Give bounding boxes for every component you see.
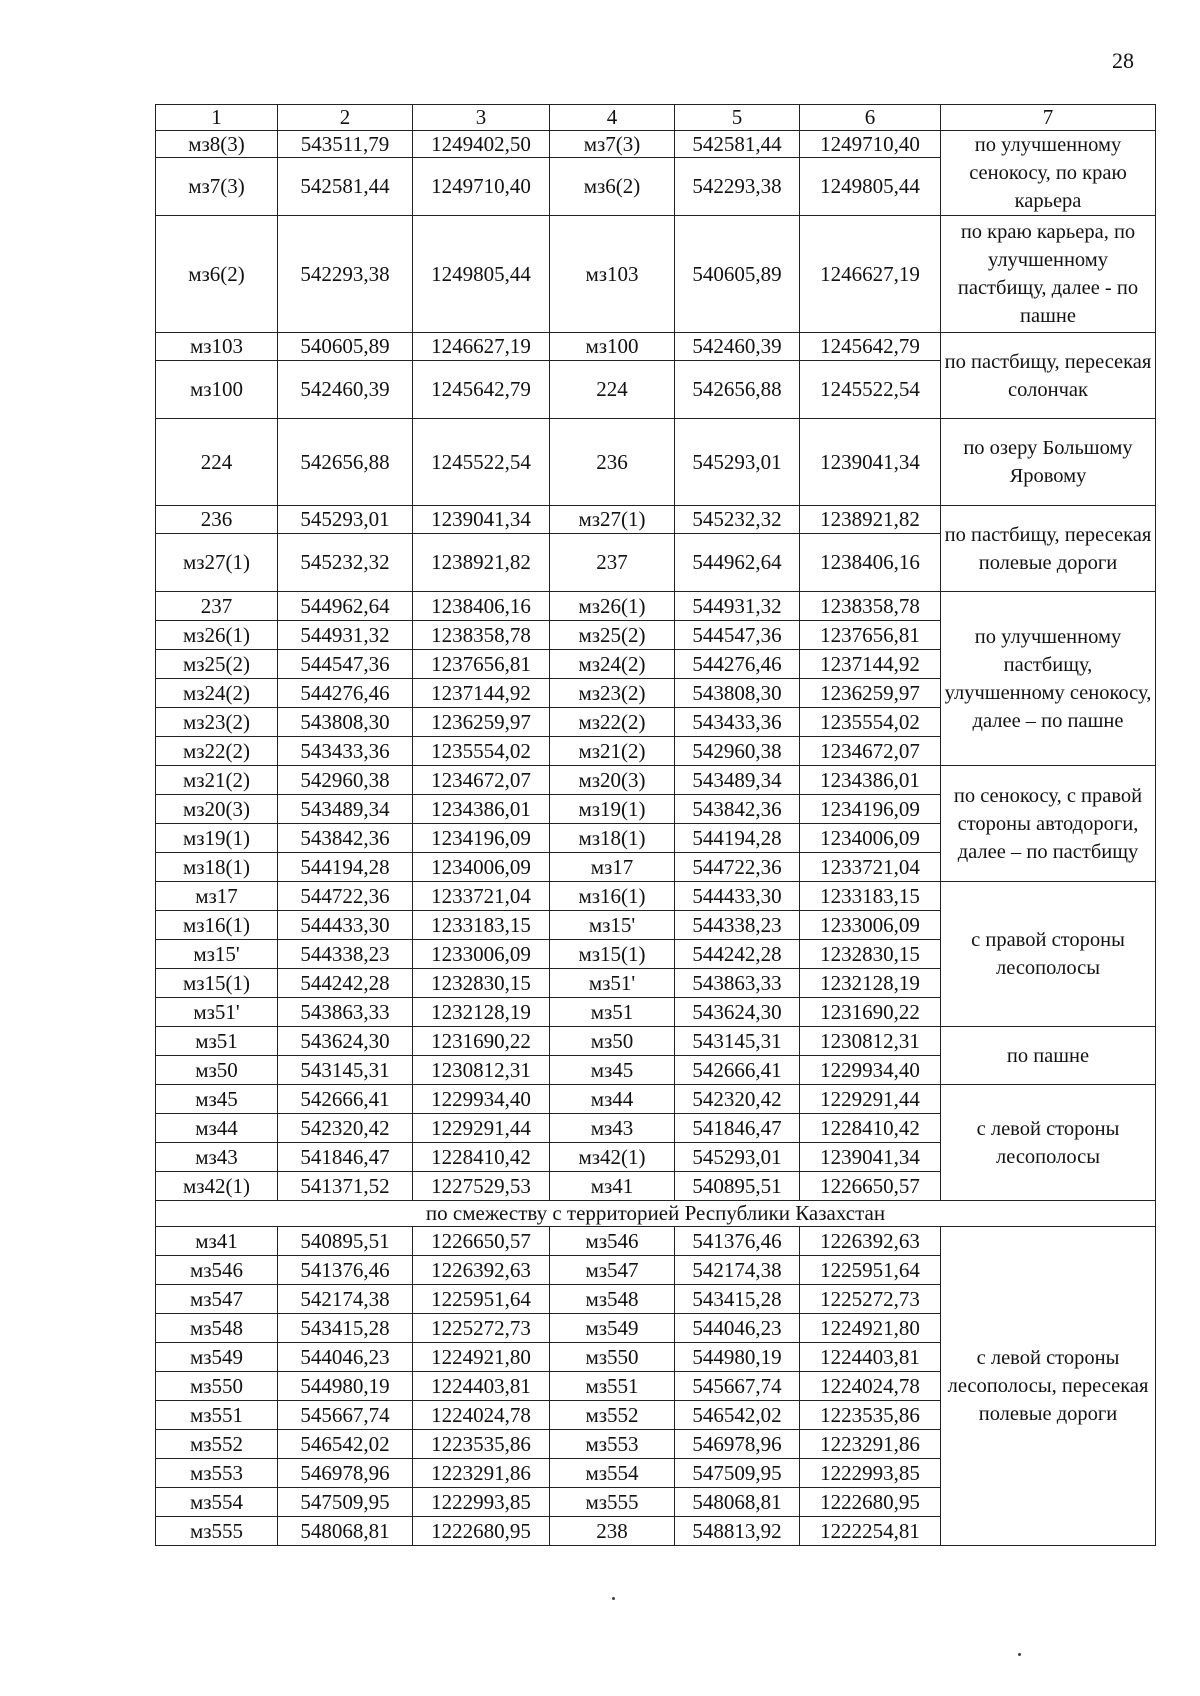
end-x-cell: 544962,64 xyxy=(675,534,800,592)
start-point-cell: мз22(2) xyxy=(156,737,278,766)
start-y-cell: 1226392,63 xyxy=(413,1256,550,1285)
end-x-cell: 543624,30 xyxy=(675,998,800,1027)
end-point-cell: мз7(3) xyxy=(550,131,675,158)
start-y-cell: 1234006,09 xyxy=(413,853,550,882)
start-y-cell: 1234672,07 xyxy=(413,766,550,795)
end-x-cell: 545293,01 xyxy=(675,1143,800,1172)
start-y-cell: 1236259,97 xyxy=(413,708,550,737)
end-point-cell: 237 xyxy=(550,534,675,592)
column-header-5: 5 xyxy=(675,105,800,131)
end-x-cell: 544194,28 xyxy=(675,824,800,853)
start-x-cell: 542174,38 xyxy=(278,1285,413,1314)
end-y-cell: 1226392,63 xyxy=(800,1227,941,1256)
end-y-cell: 1233006,09 xyxy=(800,911,941,940)
start-point-cell: мз553 xyxy=(156,1459,278,1488)
end-x-cell: 544046,23 xyxy=(675,1314,800,1343)
start-point-cell: мз51' xyxy=(156,998,278,1027)
start-point-cell: мз16(1) xyxy=(156,911,278,940)
start-y-cell: 1249710,40 xyxy=(413,158,550,216)
end-y-cell: 1231690,22 xyxy=(800,998,941,1027)
end-x-cell: 548068,81 xyxy=(675,1488,800,1517)
end-x-cell: 541376,46 xyxy=(675,1227,800,1256)
end-point-cell: 238 xyxy=(550,1517,675,1546)
end-x-cell: 543808,30 xyxy=(675,679,800,708)
end-y-cell: 1235554,02 xyxy=(800,708,941,737)
start-y-cell: 1223535,86 xyxy=(413,1430,550,1459)
start-x-cell: 540605,89 xyxy=(278,333,413,361)
end-x-cell: 546978,96 xyxy=(675,1430,800,1459)
table-row xyxy=(156,592,1156,621)
start-x-cell: 541846,47 xyxy=(278,1143,413,1172)
start-point-cell: мз20(3) xyxy=(156,795,278,824)
column-header-7: 7 xyxy=(941,105,1156,131)
start-x-cell: 540895,51 xyxy=(278,1227,413,1256)
section-note-row xyxy=(156,1201,1156,1227)
start-point-cell: мз548 xyxy=(156,1314,278,1343)
start-y-cell: 1222680,95 xyxy=(413,1517,550,1546)
start-y-cell: 1234386,01 xyxy=(413,795,550,824)
start-x-cell: 543145,31 xyxy=(278,1056,413,1085)
table-body xyxy=(156,131,1156,1546)
start-x-cell: 541376,46 xyxy=(278,1256,413,1285)
start-point-cell: мз23(2) xyxy=(156,708,278,737)
boundary-coordinates-table xyxy=(155,104,1156,1546)
column-header-4: 4 xyxy=(550,105,675,131)
start-y-cell: 1224024,78 xyxy=(413,1401,550,1430)
start-point-cell: мз100 xyxy=(156,361,278,419)
end-y-cell: 1238406,16 xyxy=(800,534,941,592)
table-row xyxy=(156,1027,1156,1056)
end-y-cell: 1245522,54 xyxy=(800,361,941,419)
end-point-cell: 236 xyxy=(550,419,675,506)
end-y-cell: 1224024,78 xyxy=(800,1372,941,1401)
start-x-cell: 545232,32 xyxy=(278,534,413,592)
end-x-cell: 545232,32 xyxy=(675,506,800,534)
end-x-cell: 543145,31 xyxy=(675,1027,800,1056)
start-point-cell: мз15' xyxy=(156,940,278,969)
start-x-cell: 544338,23 xyxy=(278,940,413,969)
start-point-cell: мз41 xyxy=(156,1227,278,1256)
start-x-cell: 544931,32 xyxy=(278,621,413,650)
boundary-description-cell: по сенокосу, с правой стороны автодороги, далее – по пастбищу xyxy=(941,766,1156,882)
end-y-cell: 1233183,15 xyxy=(800,882,941,911)
start-x-cell: 547509,95 xyxy=(278,1488,413,1517)
boundary-description-cell: с правой стороны лесополосы xyxy=(941,882,1156,1027)
start-x-cell: 545667,74 xyxy=(278,1401,413,1430)
boundary-description-cell: с левой стороны лесополосы xyxy=(941,1085,1156,1201)
start-point-cell: мз8(3) xyxy=(156,131,278,158)
end-y-cell: 1226650,57 xyxy=(800,1172,941,1201)
boundary-description-cell: по улучшенному сенокосу, по краю карьера xyxy=(941,131,1156,216)
start-point-cell: мз27(1) xyxy=(156,534,278,592)
boundary-description-cell: по улучшенному пастбищу, улучшенному сенокосу, далее – по пашне xyxy=(941,592,1156,766)
end-point-cell: мз27(1) xyxy=(550,506,675,534)
start-point-cell: мз7(3) xyxy=(156,158,278,216)
end-point-cell: мз552 xyxy=(550,1401,675,1430)
start-x-cell: 543624,30 xyxy=(278,1027,413,1056)
end-y-cell: 1246627,19 xyxy=(800,216,941,333)
start-x-cell: 541371,52 xyxy=(278,1172,413,1201)
end-x-cell: 544276,46 xyxy=(675,650,800,679)
end-y-cell: 1224403,81 xyxy=(800,1343,941,1372)
start-x-cell: 542666,41 xyxy=(278,1085,413,1114)
start-y-cell: 1231690,22 xyxy=(413,1027,550,1056)
end-point-cell: мз17 xyxy=(550,853,675,882)
scan-speck xyxy=(612,1597,615,1600)
start-x-cell: 542960,38 xyxy=(278,766,413,795)
end-y-cell: 1234672,07 xyxy=(800,737,941,766)
end-x-cell: 543489,34 xyxy=(675,766,800,795)
end-x-cell: 548813,92 xyxy=(675,1517,800,1546)
end-x-cell: 544722,36 xyxy=(675,853,800,882)
end-x-cell: 547509,95 xyxy=(675,1459,800,1488)
table-row xyxy=(156,1085,1156,1114)
end-x-cell: 544980,19 xyxy=(675,1343,800,1372)
start-y-cell: 1224403,81 xyxy=(413,1372,550,1401)
end-y-cell: 1222254,81 xyxy=(800,1517,941,1546)
start-y-cell: 1226650,57 xyxy=(413,1227,550,1256)
end-y-cell: 1238358,78 xyxy=(800,592,941,621)
start-point-cell: мз17 xyxy=(156,882,278,911)
end-y-cell: 1233721,04 xyxy=(800,853,941,882)
end-y-cell: 1228410,42 xyxy=(800,1114,941,1143)
start-x-cell: 545293,01 xyxy=(278,506,413,534)
start-x-cell: 543433,36 xyxy=(278,737,413,766)
start-x-cell: 544433,30 xyxy=(278,911,413,940)
end-point-cell: мз44 xyxy=(550,1085,675,1114)
start-y-cell: 1229934,40 xyxy=(413,1085,550,1114)
column-header-2: 2 xyxy=(278,105,413,131)
end-x-cell: 542293,38 xyxy=(675,158,800,216)
end-point-cell: мз6(2) xyxy=(550,158,675,216)
start-y-cell: 1230812,31 xyxy=(413,1056,550,1085)
start-point-cell: мз26(1) xyxy=(156,621,278,650)
start-y-cell: 1227529,53 xyxy=(413,1172,550,1201)
start-point-cell: мз547 xyxy=(156,1285,278,1314)
start-x-cell: 544722,36 xyxy=(278,882,413,911)
end-y-cell: 1225272,73 xyxy=(800,1285,941,1314)
column-header-1: 1 xyxy=(156,105,278,131)
boundary-description-cell: с левой стороны лесополосы, пересекая полевые дороги xyxy=(941,1227,1156,1546)
start-x-cell: 542293,38 xyxy=(278,216,413,333)
end-point-cell: мз51' xyxy=(550,969,675,998)
end-x-cell: 544547,36 xyxy=(675,621,800,650)
start-x-cell: 546978,96 xyxy=(278,1459,413,1488)
table-row xyxy=(156,333,1156,361)
start-y-cell: 1249805,44 xyxy=(413,216,550,333)
table-row xyxy=(156,419,1156,506)
end-point-cell: мз553 xyxy=(550,1430,675,1459)
start-x-cell: 544547,36 xyxy=(278,650,413,679)
start-x-cell: 542460,39 xyxy=(278,361,413,419)
start-x-cell: 542320,42 xyxy=(278,1114,413,1143)
start-point-cell: мз19(1) xyxy=(156,824,278,853)
start-y-cell: 1233721,04 xyxy=(413,882,550,911)
end-point-cell: мз551 xyxy=(550,1372,675,1401)
start-y-cell: 1224921,80 xyxy=(413,1343,550,1372)
start-x-cell: 543842,36 xyxy=(278,824,413,853)
end-point-cell: мз100 xyxy=(550,333,675,361)
end-y-cell: 1223291,86 xyxy=(800,1430,941,1459)
end-y-cell: 1238921,82 xyxy=(800,506,941,534)
column-number-header-row xyxy=(156,105,1156,131)
end-point-cell: 224 xyxy=(550,361,675,419)
start-y-cell: 1245642,79 xyxy=(413,361,550,419)
end-x-cell: 541846,47 xyxy=(675,1114,800,1143)
end-y-cell: 1239041,34 xyxy=(800,419,941,506)
end-point-cell: мз548 xyxy=(550,1285,675,1314)
table-row xyxy=(156,506,1156,534)
start-x-cell: 542581,44 xyxy=(278,158,413,216)
end-point-cell: мз24(2) xyxy=(550,650,675,679)
start-y-cell: 1246627,19 xyxy=(413,333,550,361)
start-y-cell: 1238921,82 xyxy=(413,534,550,592)
end-point-cell: мз20(3) xyxy=(550,766,675,795)
start-x-cell: 544242,28 xyxy=(278,969,413,998)
table-row xyxy=(156,766,1156,795)
start-point-cell: мз51 xyxy=(156,1027,278,1056)
end-y-cell: 1229291,44 xyxy=(800,1085,941,1114)
start-y-cell: 1229291,44 xyxy=(413,1114,550,1143)
start-point-cell: мз555 xyxy=(156,1517,278,1546)
start-point-cell: 237 xyxy=(156,592,278,621)
end-x-cell: 542666,41 xyxy=(675,1056,800,1085)
start-x-cell: 543808,30 xyxy=(278,708,413,737)
end-y-cell: 1249805,44 xyxy=(800,158,941,216)
end-point-cell: мз51 xyxy=(550,998,675,1027)
start-y-cell: 1223291,86 xyxy=(413,1459,550,1488)
end-y-cell: 1225951,64 xyxy=(800,1256,941,1285)
start-point-cell: мз552 xyxy=(156,1430,278,1459)
end-point-cell: мз21(2) xyxy=(550,737,675,766)
end-x-cell: 546542,02 xyxy=(675,1401,800,1430)
start-y-cell: 1238358,78 xyxy=(413,621,550,650)
end-x-cell: 542174,38 xyxy=(675,1256,800,1285)
end-point-cell: мз18(1) xyxy=(550,824,675,853)
start-point-cell: мз18(1) xyxy=(156,853,278,882)
end-y-cell: 1234386,01 xyxy=(800,766,941,795)
boundary-description-cell: по пастбищу, пересекая полевые дороги xyxy=(941,506,1156,592)
start-point-cell: мз551 xyxy=(156,1401,278,1430)
end-x-cell: 540895,51 xyxy=(675,1172,800,1201)
end-point-cell: мз15' xyxy=(550,911,675,940)
start-point-cell: мз44 xyxy=(156,1114,278,1143)
end-point-cell: мз42(1) xyxy=(550,1143,675,1172)
boundary-description-cell: по пашне xyxy=(941,1027,1156,1085)
end-point-cell: мз50 xyxy=(550,1027,675,1056)
end-point-cell: мз15(1) xyxy=(550,940,675,969)
start-x-cell: 543415,28 xyxy=(278,1314,413,1343)
start-y-cell: 1245522,54 xyxy=(413,419,550,506)
end-x-cell: 540605,89 xyxy=(675,216,800,333)
table-row xyxy=(156,1227,1156,1256)
start-y-cell: 1225951,64 xyxy=(413,1285,550,1314)
page-number: 28 xyxy=(1112,48,1134,73)
start-x-cell: 544962,64 xyxy=(278,592,413,621)
start-point-cell: мз24(2) xyxy=(156,679,278,708)
table-row xyxy=(156,216,1156,333)
start-point-cell: 236 xyxy=(156,506,278,534)
end-y-cell: 1222993,85 xyxy=(800,1459,941,1488)
end-point-cell: мз23(2) xyxy=(550,679,675,708)
start-point-cell: мз549 xyxy=(156,1343,278,1372)
end-x-cell: 542581,44 xyxy=(675,131,800,158)
end-y-cell: 1234006,09 xyxy=(800,824,941,853)
start-y-cell: 1234196,09 xyxy=(413,824,550,853)
end-y-cell: 1223535,86 xyxy=(800,1401,941,1430)
end-y-cell: 1229934,40 xyxy=(800,1056,941,1085)
column-header-3: 3 xyxy=(413,105,550,131)
start-x-cell: 542656,88 xyxy=(278,419,413,506)
table-row xyxy=(156,882,1156,911)
end-x-cell: 544242,28 xyxy=(675,940,800,969)
start-point-cell: 224 xyxy=(156,419,278,506)
end-y-cell: 1245642,79 xyxy=(800,333,941,361)
column-header-6: 6 xyxy=(800,105,941,131)
start-y-cell: 1235554,02 xyxy=(413,737,550,766)
end-point-cell: мз555 xyxy=(550,1488,675,1517)
end-y-cell: 1224921,80 xyxy=(800,1314,941,1343)
boundary-description-cell: по краю карьера, по улучшенному пастбищу, далее - по пашне xyxy=(941,216,1156,333)
start-y-cell: 1237144,92 xyxy=(413,679,550,708)
end-x-cell: 544931,32 xyxy=(675,592,800,621)
end-x-cell: 545667,74 xyxy=(675,1372,800,1401)
start-y-cell: 1232128,19 xyxy=(413,998,550,1027)
end-y-cell: 1232830,15 xyxy=(800,940,941,969)
start-y-cell: 1233183,15 xyxy=(413,911,550,940)
table-row xyxy=(156,131,1156,158)
end-x-cell: 545293,01 xyxy=(675,419,800,506)
end-point-cell: мз43 xyxy=(550,1114,675,1143)
end-y-cell: 1236259,97 xyxy=(800,679,941,708)
end-x-cell: 543842,36 xyxy=(675,795,800,824)
start-point-cell: мз45 xyxy=(156,1085,278,1114)
start-point-cell: мз103 xyxy=(156,333,278,361)
boundary-description-cell: по пастбищу, пересекая солончак xyxy=(941,333,1156,419)
start-point-cell: мз50 xyxy=(156,1056,278,1085)
end-x-cell: 543433,36 xyxy=(675,708,800,737)
end-x-cell: 543863,33 xyxy=(675,969,800,998)
start-y-cell: 1238406,16 xyxy=(413,592,550,621)
end-y-cell: 1232128,19 xyxy=(800,969,941,998)
boundary-description-cell: по озеру Большому Яровому xyxy=(941,419,1156,506)
start-y-cell: 1228410,42 xyxy=(413,1143,550,1172)
end-point-cell: мз546 xyxy=(550,1227,675,1256)
start-y-cell: 1233006,09 xyxy=(413,940,550,969)
end-point-cell: мз549 xyxy=(550,1314,675,1343)
end-y-cell: 1237144,92 xyxy=(800,650,941,679)
end-x-cell: 542320,42 xyxy=(675,1085,800,1114)
end-x-cell: 542960,38 xyxy=(675,737,800,766)
end-point-cell: мз22(2) xyxy=(550,708,675,737)
end-y-cell: 1249710,40 xyxy=(800,131,941,158)
end-x-cell: 542460,39 xyxy=(675,333,800,361)
section-note: по смежеству с территорией Республики Казахстан xyxy=(156,1201,1156,1227)
scan-speck xyxy=(1018,1653,1021,1656)
start-y-cell: 1239041,34 xyxy=(413,506,550,534)
start-x-cell: 546542,02 xyxy=(278,1430,413,1459)
start-point-cell: мз15(1) xyxy=(156,969,278,998)
start-y-cell: 1232830,15 xyxy=(413,969,550,998)
start-point-cell: мз554 xyxy=(156,1488,278,1517)
end-x-cell: 543415,28 xyxy=(675,1285,800,1314)
start-x-cell: 544276,46 xyxy=(278,679,413,708)
end-point-cell: мз550 xyxy=(550,1343,675,1372)
start-y-cell: 1225272,73 xyxy=(413,1314,550,1343)
end-x-cell: 544338,23 xyxy=(675,911,800,940)
end-point-cell: мз45 xyxy=(550,1056,675,1085)
start-x-cell: 544980,19 xyxy=(278,1372,413,1401)
end-point-cell: мз554 xyxy=(550,1459,675,1488)
start-point-cell: мз6(2) xyxy=(156,216,278,333)
start-x-cell: 548068,81 xyxy=(278,1517,413,1546)
start-x-cell: 543511,79 xyxy=(278,131,413,158)
end-point-cell: мз26(1) xyxy=(550,592,675,621)
start-y-cell: 1237656,81 xyxy=(413,650,550,679)
start-point-cell: мз43 xyxy=(156,1143,278,1172)
end-point-cell: мз16(1) xyxy=(550,882,675,911)
start-point-cell: мз25(2) xyxy=(156,650,278,679)
start-point-cell: мз42(1) xyxy=(156,1172,278,1201)
start-y-cell: 1222993,85 xyxy=(413,1488,550,1517)
end-y-cell: 1230812,31 xyxy=(800,1027,941,1056)
start-x-cell: 544194,28 xyxy=(278,853,413,882)
end-point-cell: мз19(1) xyxy=(550,795,675,824)
end-x-cell: 544433,30 xyxy=(675,882,800,911)
end-y-cell: 1222680,95 xyxy=(800,1488,941,1517)
start-point-cell: мз550 xyxy=(156,1372,278,1401)
end-x-cell: 542656,88 xyxy=(675,361,800,419)
end-y-cell: 1239041,34 xyxy=(800,1143,941,1172)
start-point-cell: мз21(2) xyxy=(156,766,278,795)
end-point-cell: мз25(2) xyxy=(550,621,675,650)
start-point-cell: мз546 xyxy=(156,1256,278,1285)
end-point-cell: мз41 xyxy=(550,1172,675,1201)
end-point-cell: мз547 xyxy=(550,1256,675,1285)
start-x-cell: 544046,23 xyxy=(278,1343,413,1372)
start-x-cell: 543489,34 xyxy=(278,795,413,824)
end-y-cell: 1237656,81 xyxy=(800,621,941,650)
start-y-cell: 1249402,50 xyxy=(413,131,550,158)
end-y-cell: 1234196,09 xyxy=(800,795,941,824)
end-point-cell: мз103 xyxy=(550,216,675,333)
start-x-cell: 543863,33 xyxy=(278,998,413,1027)
